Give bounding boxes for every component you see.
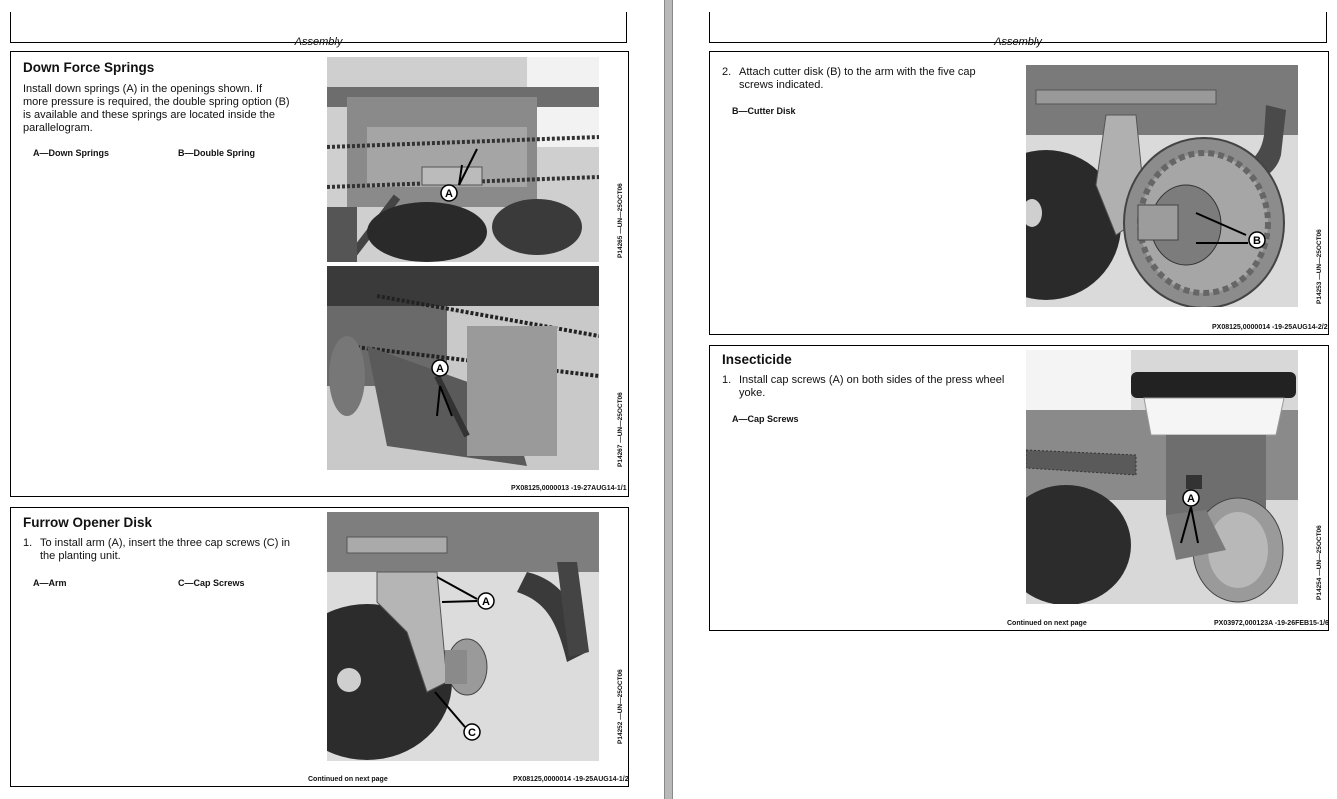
photo-code: P14254 —UN—25OCT06 [1316, 525, 1323, 600]
section-body [23, 83, 313, 135]
body-line: is available and these springs are located inside the [23, 109, 275, 121]
step-1 [23, 537, 323, 563]
callout-c-label: C [468, 727, 476, 739]
page-divider [664, 0, 673, 799]
section-title: Insecticide [722, 352, 792, 367]
step-number: 1. [722, 374, 732, 386]
photo-insecticide [1026, 350, 1298, 604]
photo-cutter-disk [1026, 65, 1298, 307]
section-down-force-springs [10, 51, 629, 497]
reference-code: PX03972,000123A -19-26FEB15-1/6 [1214, 620, 1329, 627]
body-line: more pressure is required, the double spring option (B) [23, 96, 290, 108]
step-text: the planting unit. [40, 550, 121, 562]
legend-down-springs: A—Down Springs [33, 148, 109, 158]
left-header-title: Assembly [294, 36, 343, 48]
step-text: yoke. [739, 387, 766, 399]
step-1 [722, 374, 1022, 400]
continued-note: Continued on next page [308, 776, 388, 783]
legend-cutter-disk: B—Cutter Disk [732, 106, 796, 116]
right-page-header [709, 12, 1327, 48]
step-text: To install arm (A), insert the three cap screws (C) in [40, 537, 291, 549]
step-text: screws indicated. [739, 79, 824, 91]
body-line: parallelogram. [23, 122, 93, 134]
section-furrow-opener-disk [10, 507, 629, 787]
step-text: Attach cutter disk (B) to the arm with the five cap [739, 66, 976, 78]
callout-a-label: A [482, 596, 490, 608]
section-title: Furrow Opener Disk [23, 515, 153, 530]
reference-code: PX08125,0000013 -19-27AUG14-1/1 [511, 485, 627, 492]
body-line: Install down springs (A) in the openings shown. If [23, 83, 263, 95]
legend-cap-screws: A—Cap Screws [732, 414, 799, 424]
continued-note: Continued on next page [1007, 620, 1087, 627]
legend-arm: A—Arm [33, 578, 67, 588]
right-header-title: Assembly [994, 36, 1042, 48]
legend-cap-screws: C—Cap Screws [178, 578, 245, 588]
reference-code: PX08125,0000014 -19-25AUG14-1/2 [513, 776, 629, 783]
photo1-code: P14265 —UN—25OCT06 [617, 183, 624, 258]
callout-a-label: A [436, 363, 444, 375]
photo-code: P14252 —UN—25OCT06 [617, 669, 624, 744]
step-2 [722, 66, 1022, 92]
section-cutter-disk [709, 51, 1329, 335]
step-number: 2. [722, 66, 732, 78]
step-text: Install cap screws (A) on both sides of the press wheel [739, 374, 1005, 386]
photo2-code: P14267 —UN—25OCT06 [617, 392, 624, 467]
reference-code: PX08125,0000014 -19-25AUG14-2/2 [1212, 324, 1328, 331]
photo-code: P14253 —UN—25OCT06 [1316, 229, 1323, 304]
callout-a-label: A [1187, 493, 1195, 505]
callout-a-label: A [445, 188, 453, 200]
photo-furrow-opener [327, 512, 599, 761]
section-insecticide [709, 345, 1329, 631]
section-title: Down Force Springs [23, 60, 155, 75]
photo-down-springs-1 [327, 57, 599, 262]
callout-b-label: B [1253, 235, 1261, 247]
step-number: 1. [23, 537, 33, 549]
legend-double-spring: B—Double Spring [178, 148, 255, 158]
photo-down-springs-2 [327, 266, 599, 470]
left-page-header [10, 12, 627, 48]
